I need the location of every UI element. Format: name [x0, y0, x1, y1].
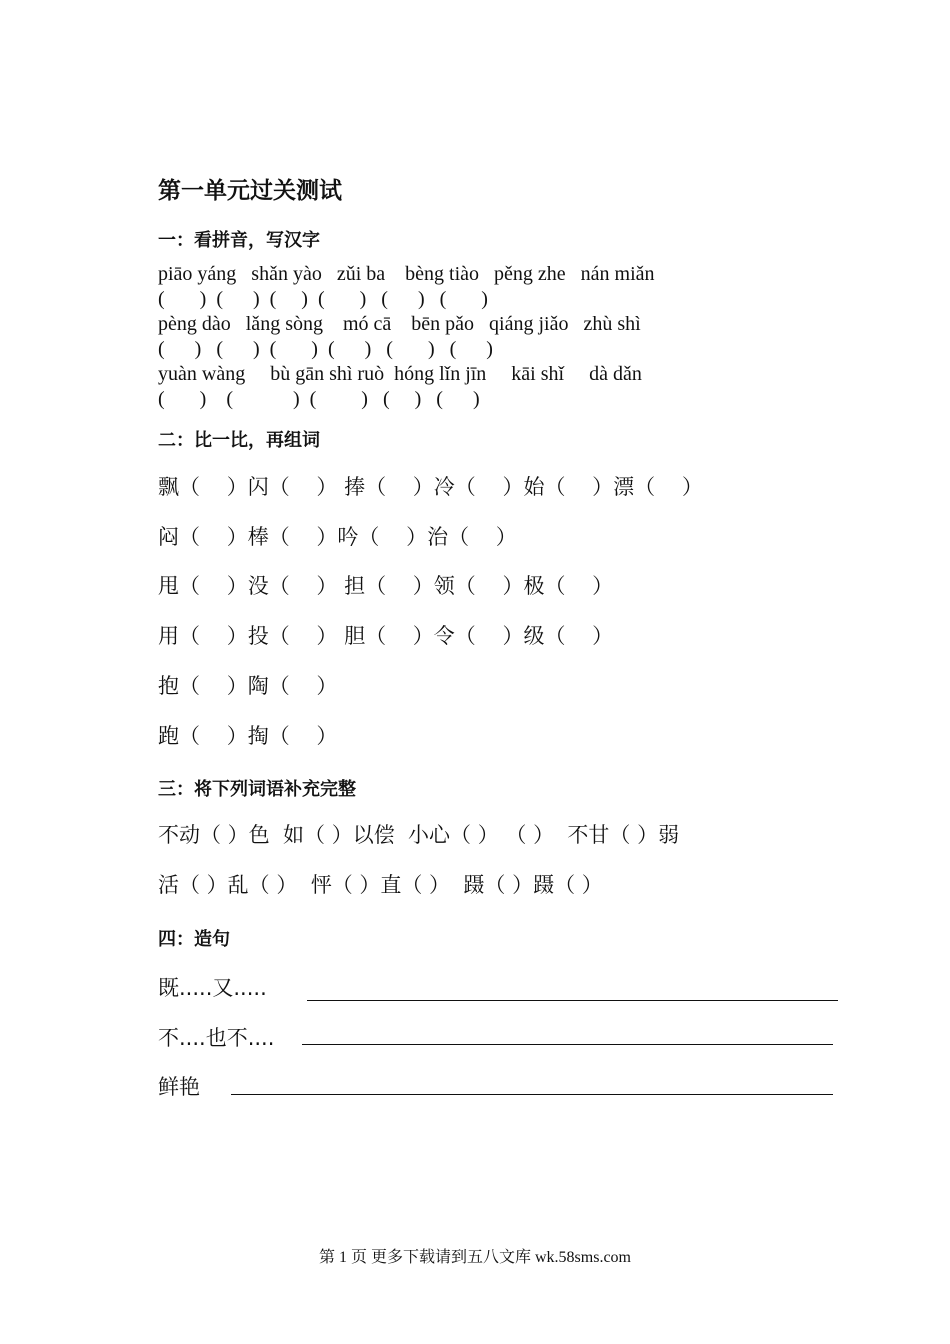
word-compare-row: 跑（ ）掏（ ）	[158, 724, 338, 748]
answer-brackets-line: ( ) ( ) ( ) ( ) ( ) ( )	[158, 338, 493, 360]
word-compare-row: 抱（ ）陶（ ）	[158, 674, 338, 698]
page-title: 第一单元过关测试	[158, 178, 342, 204]
word-compare-row: 闷（ ）棒（ ）吟（ ）治（ ）	[158, 525, 517, 549]
sentence-prompt: 不....也不....	[158, 1026, 275, 1050]
pinyin-line: yuàn wàng bù gān shì ruò hóng lǐn jīn kāi shǐ dà dǎn	[158, 363, 642, 385]
section-1-heading: 一：看拼音，写汉字	[158, 230, 320, 251]
word-compare-row: 用（ ）投（ ） 胆（ ）令（ ）级（ ）	[158, 624, 614, 648]
sentence-prompt: 鲜艳	[158, 1075, 200, 1099]
page-footer: 第 1 页 更多下载请到五八文库 wk.58sms.com	[318, 1249, 631, 1266]
word-compare-row: 甩（ ）没（ ） 担（ ）领（ ）极（ ）	[158, 574, 614, 598]
answer-brackets-line: ( ) ( ) ( ) ( ) ( ) ( )	[158, 288, 488, 310]
answer-brackets-line: ( ) ( ) ( ) ( ) ( )	[158, 388, 480, 410]
section-2-heading: 二：比一比，再组词	[158, 430, 320, 451]
sentence-prompt: 既.....又.....	[158, 976, 267, 1000]
section-4-heading: 四：造句	[158, 929, 230, 950]
word-compare-row: 飘（ ）闪（ ） 捧（ ）冷（ ）始（ ）漂（ ）	[158, 475, 703, 499]
idiom-fill-row: 不动（ ）色 如（ ）以偿 小心（ ） （ ） 不甘（ ）弱	[158, 823, 680, 847]
answer-line[interactable]	[307, 1000, 838, 1001]
answer-line[interactable]	[231, 1094, 833, 1095]
idiom-fill-row: 活（ ）乱（ ） 怦（ ）直（ ） 蹑（ ）蹑（ ）	[158, 873, 603, 897]
pinyin-line: piāo yáng shǎn yào zǔi ba bèng tiào pěng zhe nán miǎn	[158, 263, 655, 285]
section-3-heading: 三：将下列词语补充完整	[158, 779, 356, 800]
pinyin-line: pèng dào lǎng sòng mó cā bēn pǎo qiáng jiǎo zhù shì	[158, 313, 641, 335]
answer-line[interactable]	[302, 1044, 833, 1045]
